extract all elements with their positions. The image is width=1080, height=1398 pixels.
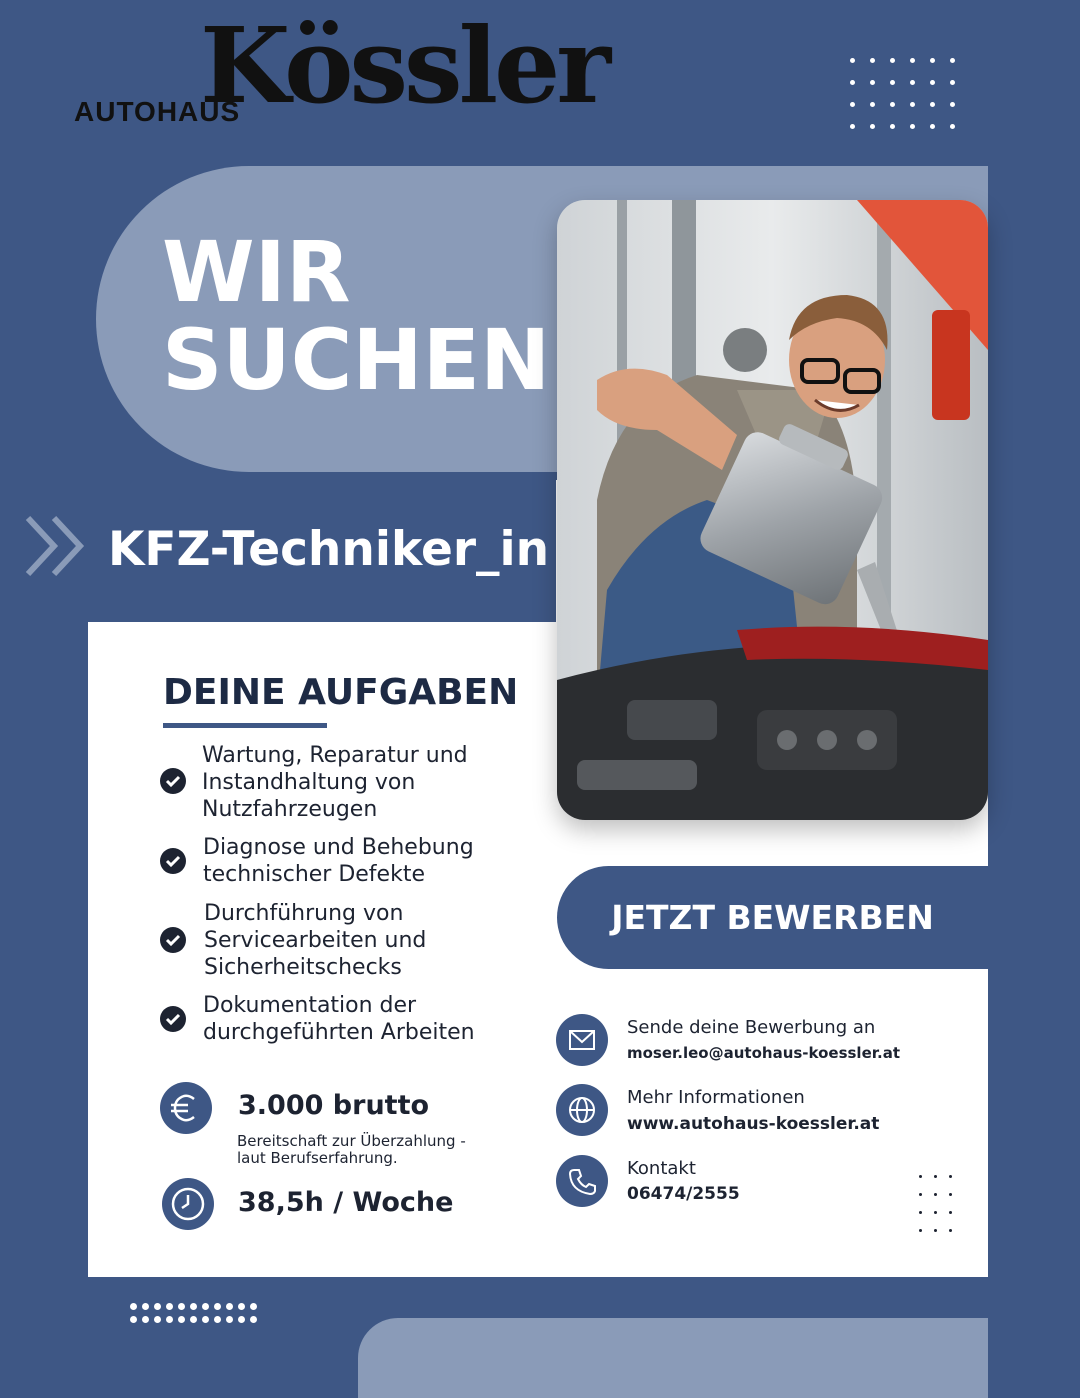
decorative-dot-grid-panel (919, 1175, 952, 1232)
salary-amount: 3.000 brutto (238, 1090, 430, 1121)
mail-icon (556, 1014, 608, 1066)
task-item: Diagnose und Behebung technischer Defekte (203, 835, 474, 887)
check-icon (160, 927, 186, 953)
logo-prefix: AUTOHAUS (74, 96, 241, 127)
contact-label: Kontakt (627, 1158, 696, 1179)
decorative-dot-grid-top (850, 58, 955, 129)
check-icon (160, 1006, 186, 1032)
check-icon (160, 848, 186, 874)
clock-icon (162, 1178, 214, 1230)
euro-icon (160, 1082, 212, 1134)
task-item: Wartung, Reparatur und Instandhaltung von Nutzfahrzeugen (202, 743, 468, 822)
contact-label: Sende deine Bewerbung an (627, 1017, 876, 1038)
tasks-title: DEINE AUFGABEN (163, 672, 519, 713)
task-item: Dokumentation der durchgeführten Arbeiten (203, 993, 475, 1045)
salary-note: Bereitschaft zur Überzahlung - laut Berufserfahrung. (237, 1132, 466, 1167)
weekly-hours: 38,5h / Woche (238, 1187, 454, 1218)
headline (162, 223, 551, 409)
decorative-dot-row-bottom (130, 1303, 257, 1323)
decorative-bottom-pill (358, 1318, 988, 1398)
contact-website-link[interactable]: www.autohaus-koessler.at (627, 1114, 880, 1134)
mechanic-photo (557, 200, 988, 820)
apply-button[interactable]: JETZT BEWERBEN (557, 866, 988, 969)
headline-line-2: SUCHEN (162, 311, 551, 409)
headline-line-1: WIR (162, 223, 351, 321)
phone-icon (556, 1155, 608, 1207)
job-title: KFZ-Techniker_in (108, 522, 550, 577)
double-chevron-right-icon (22, 514, 92, 578)
contact-phone-link[interactable]: 06474/2555 (627, 1184, 740, 1204)
tasks-title-underline (163, 723, 327, 728)
logo-brand-name: Kössler (200, 4, 608, 127)
check-icon (160, 768, 186, 794)
contact-email-link[interactable]: moser.leo@autohaus-koessler.at (627, 1044, 900, 1062)
task-item: Durchführung von Servicearbeiten und Sicherheitschecks (204, 901, 427, 980)
globe-icon (556, 1084, 608, 1136)
contact-label: Mehr Informationen (627, 1087, 805, 1108)
